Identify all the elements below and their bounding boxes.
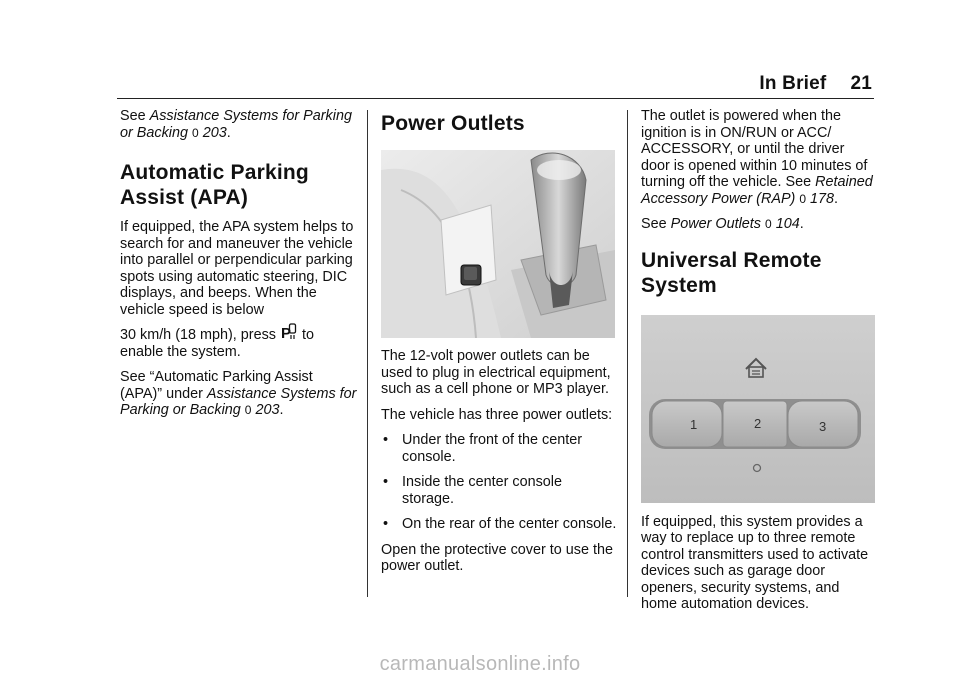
page-header (759, 73, 872, 95)
bullet-marker: • (383, 432, 389, 448)
list-item-text: On the rear of the center console. (402, 516, 617, 532)
header-rule (117, 98, 874, 99)
list-item-text: Under the front of the center console. (402, 432, 582, 465)
remote-button-3-label: 3 (819, 418, 827, 434)
see-end: . (226, 124, 231, 141)
parking-assist-icon (281, 322, 297, 342)
universal-remote-heading: Universal Remote System (641, 248, 822, 297)
power-outlets-heading: Power Outlets (381, 112, 525, 135)
universal-remote-image (641, 315, 875, 503)
console-shifter-image (381, 150, 615, 338)
bullet-marker: • (383, 474, 389, 490)
xref-arrow: 0 (765, 217, 772, 231)
bullet-marker: • (383, 516, 389, 532)
xref-link[interactable]: Assistance Systems for Parking or Backing (120, 385, 357, 418)
apa-see-reference (120, 369, 357, 419)
column-divider-2 (627, 110, 628, 597)
xref-arrow: 0 (244, 403, 252, 417)
xref-page[interactable]: 203 (202, 124, 227, 141)
universal-remote-paragraph: If equipped, this system provides a way to replace up to three remote control transmitters used to activate devices such as garage door openers, security systems, and home automation devices. (641, 513, 869, 612)
see-prefix: See (641, 216, 671, 232)
apa-speed-text: 30 km/h (18 mph), press (120, 327, 276, 343)
column-divider-1 (367, 110, 368, 597)
list-item-text: Inside the center console storage. (402, 474, 562, 507)
see-end: . (799, 216, 804, 232)
apa-paragraph: If equipped, the APA system helps to search for and maneuver the vehicle into parallel or perpendicular parking spots using automatic steering, DIC displays, and beeps. When the vehicle speed is below (120, 219, 354, 318)
xref-arrow: 0 (192, 125, 199, 140)
apa-enable-text: to enable the system. (120, 327, 314, 360)
outlet-location-list (381, 432, 617, 533)
apa-see-prefix: See “Automatic Parking Assist (APA)” under (120, 369, 313, 402)
power-outlets-paragraph: The 12-volt power outlets can be used to plug in electrical equipment, such as a cell phone or MP3 player. (381, 348, 611, 397)
remote-button-1[interactable] (652, 401, 722, 447)
apa-heading: Automatic Parking Assist (APA) (120, 161, 309, 209)
xref-page[interactable]: 104 (775, 216, 800, 232)
svg-text:P: P (280, 325, 291, 342)
section-title: In Brief (759, 73, 827, 94)
outlet-power-end: . (834, 190, 839, 207)
xref-link[interactable]: Assistance Systems for Parking or Backing (120, 108, 352, 141)
power-outlets-cover: Open the protective cover to use the power outlet. (381, 541, 613, 574)
see-power-outlets (641, 216, 877, 233)
outlet-power-text: The outlet is powered when the ignition is in ON/RUN or ACC/ ACCESSORY, or until the driver door is opened within 10 minutes of turning off the vehicle. See (641, 108, 868, 190)
outlet-power-paragraph (641, 108, 877, 207)
power-outlets-count: The vehicle has three power outlets: (381, 406, 613, 423)
xref-link[interactable]: Retained Accessory Power (RAP) (641, 174, 873, 207)
page-number: 21 (850, 73, 872, 94)
watermark: carmanualsonline.info (379, 653, 581, 675)
column-1 (120, 108, 357, 428)
column-2 (381, 108, 617, 584)
apa-see-end: . (279, 402, 284, 418)
column-3 (641, 108, 877, 622)
xref-page[interactable]: 203 (255, 402, 280, 418)
xref-link[interactable]: Power Outlets (670, 216, 761, 232)
list-item (381, 432, 617, 465)
xref-page[interactable]: 178 (810, 190, 835, 207)
remote-button-2-label: 2 (754, 415, 762, 431)
apa-paragraph-cont (120, 322, 357, 360)
xref-arrow: 0 (799, 191, 807, 206)
list-item (381, 516, 617, 533)
remote-button-1-label: 1 (690, 416, 698, 432)
list-item (381, 474, 617, 507)
see-prefix: See (120, 108, 150, 124)
see-reference (120, 108, 357, 141)
